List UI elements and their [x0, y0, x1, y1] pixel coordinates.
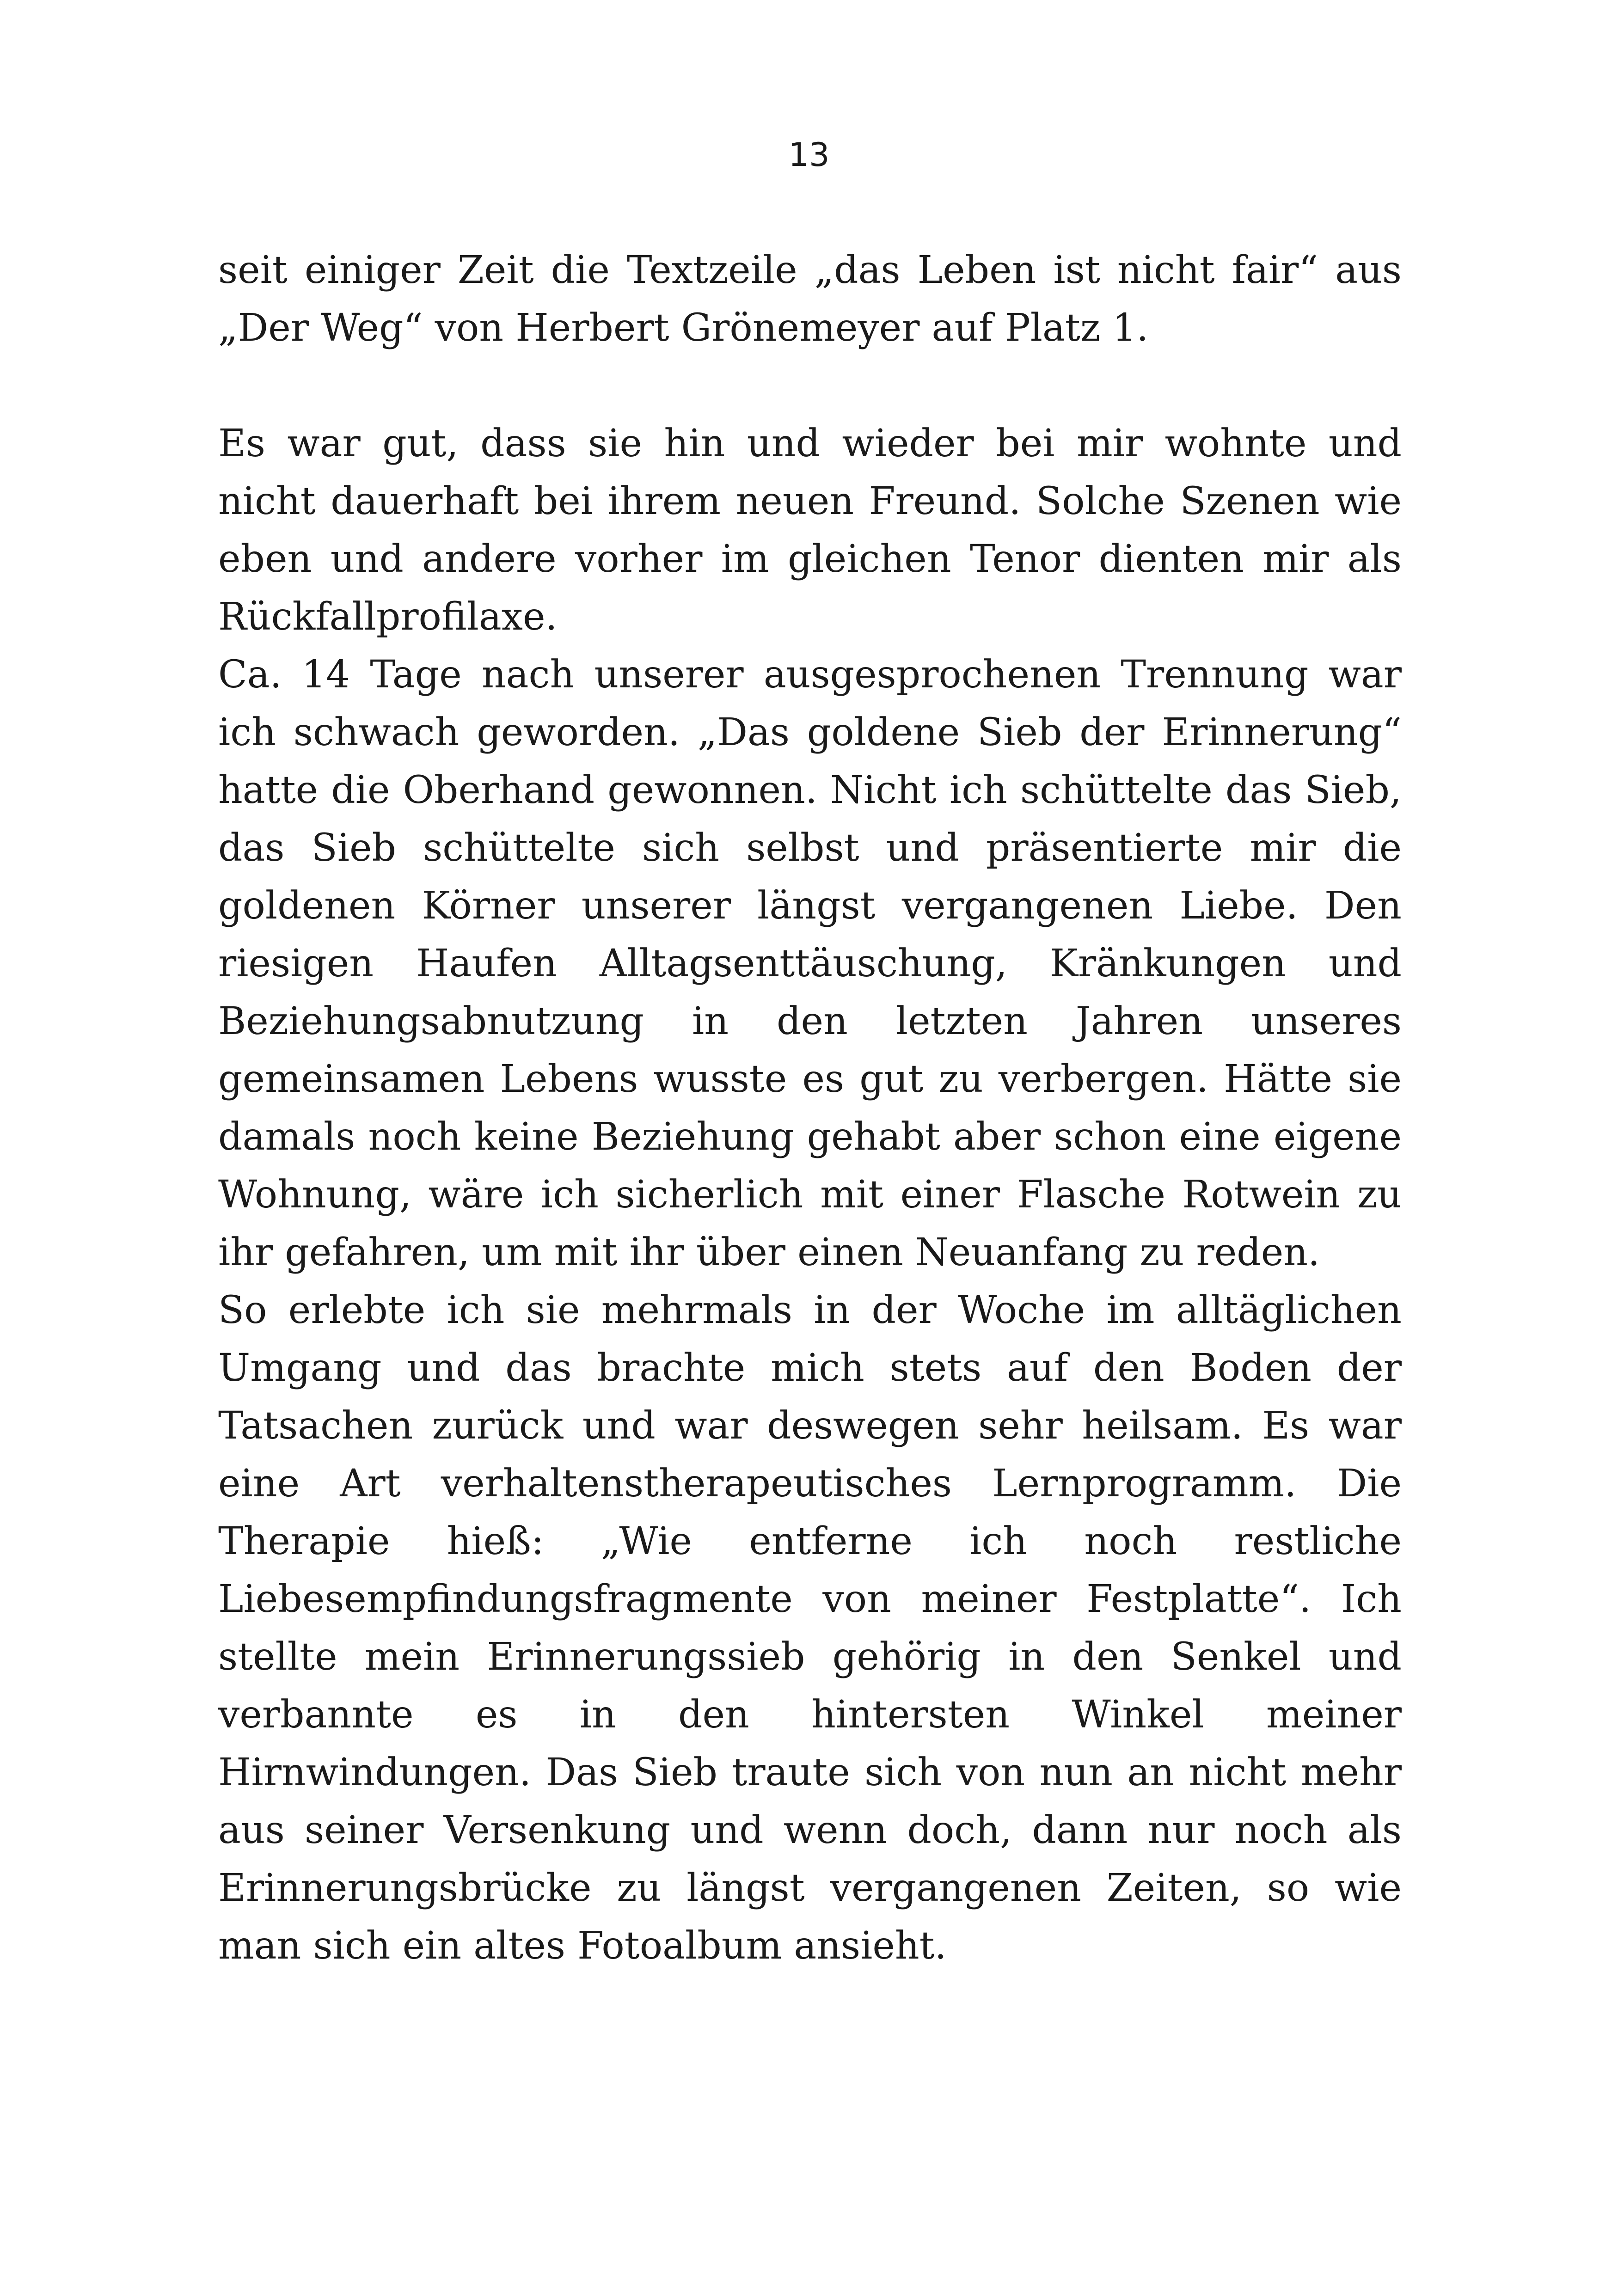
body-text — [218, 241, 1402, 1975]
paragraph-1: seit einiger Zeit die Textzeile „das Leben ist nicht fair“ aus „Der Weg“ von Herbert Grönemeyer auf Platz 1. — [218, 248, 1402, 350]
paragraph-4: So erlebte ich sie mehrmals in der Woche im alltäglichen Umgang und das brachte mich stets auf den Boden der Tatsachen zurück und war deswegen sehr heilsam. Es war eine Art verhaltenstherapeutisches Lernprogramm. Die Therapie hieß: „Wie entferne ich noch restliche Liebesempfindungsfragmente von meiner Festplatte“. Ich stellte mein Erinnerungssieb gehörig in den Senkel und verbannte es in den hintersten Winkel meiner Hirnwindungen. Das Sieb traute sich von nun an nicht mehr aus seiner Versenkung und wenn doch, dann nur noch als Erinnerungsbrücke zu längst vergangenen Zeiten, so wie man sich ein altes Fotoalbum ansieht. — [218, 1288, 1402, 1968]
paragraph-2: Es war gut, dass sie hin und wieder bei mir wohnte und nicht dauerhaft bei ihrem neuen Freund. Solche Szenen wie eben und andere vorher im gleichen Tenor dienten mir als Rückfallprofilaxe. — [218, 422, 1402, 639]
paragraph-3: Ca. 14 Tage nach unserer ausgesprochenen Trennung war ich schwach geworden. „Das goldene Sieb der Erinnerung“ hatte die Oberhand gewonnen. Nicht ich schüttelte das Sieb, das Sieb schüttelte sich selbst und präsentierte mir die goldenen Körner unserer längst vergangenen Liebe. Den riesigen Haufen Alltagsenttäuschung, Kränkungen und Beziehungsabnutzung in den letzten Jahren unseres gemeinsamen Lebens wusste es gut zu verbergen. Hätte sie damals noch keine Beziehung gehabt aber schon eine eigene Wohnung, wäre ich sicherlich mit einer Flasche Rotwein zu ihr gefahren, um mit ihr über einen Neuanfang zu reden. — [218, 653, 1402, 1274]
page-number: 13 — [788, 136, 830, 174]
